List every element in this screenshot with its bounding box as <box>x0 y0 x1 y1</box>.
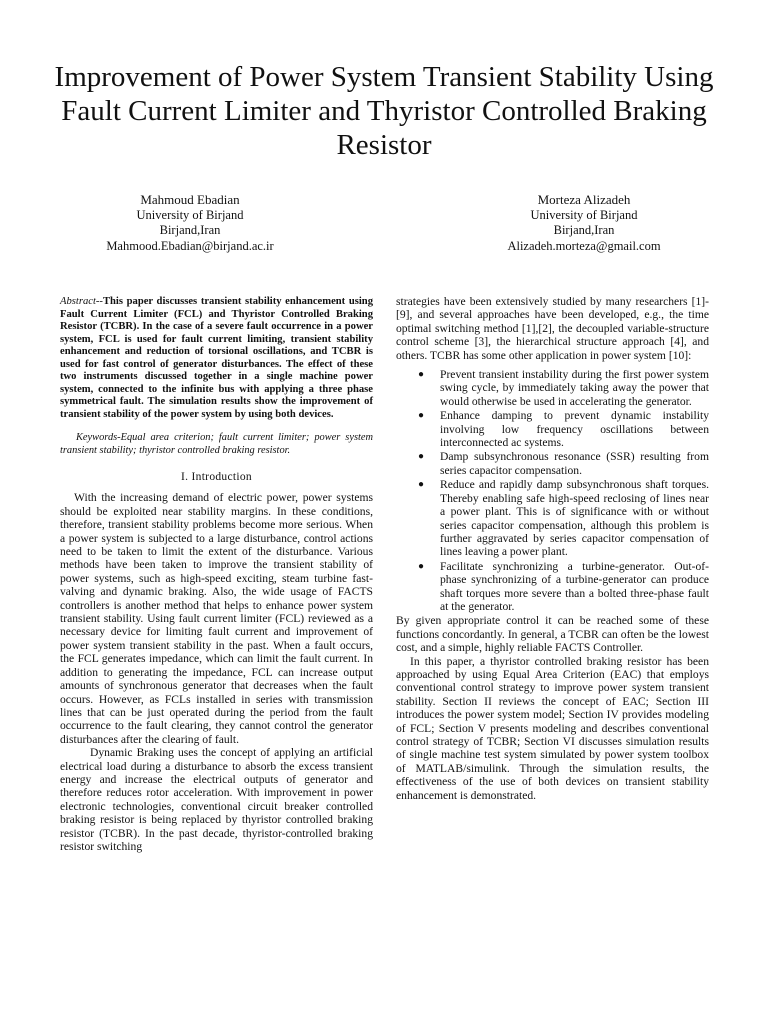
author-email: Mahmood.Ebadian@birjand.ac.ir <box>106 238 274 253</box>
author-affiliation: University of Birjand <box>136 207 244 222</box>
abstract-text: This paper discusses transient stability enhancement using Fault Current Limiter (FCL) and Thyristor Controlled Braking Resistor (TCBR). In the case of a severe fault occurrence in a power system, FCL is used for fault current limiting, transient stability enhancement and reduction of torsional oscillations, and TCBR is used for fast control of generator disturbances. The effect of these two instruments discussed together in a single machine power system, connected to the infinite bus with applying a three phase symmetrical fault. The simulation results show the improvement of transient stability of the power system by using both devices. <box>60 296 373 420</box>
list-item-text: Reduce and rapidly damp subsynchronous shaft torques. Thereby enabling safe high-speed reclosing of lines near a power plant. This is of significance with or without series capacitor compensation, although this problem is further aggravated by series capacitor compensation of lines leaving a power plant. <box>440 478 709 559</box>
author-name: Mahmoud Ebadian <box>140 192 240 207</box>
list-item <box>396 409 709 449</box>
abstract <box>60 296 373 421</box>
paragraph: Dynamic Braking uses the concept of applying an artificial electrical load during a disturbance to absorb the excess transient energy and increase the electrical outputs of generator and therefore reduces rotor acceleration. With improvement in power electronic technologies, conventional circuit breaker controlled braking resistor is being replaced by thyristor controlled braking resistor (TCBR). In the past decade, thyristor-controlled braking resistor switching <box>60 746 373 853</box>
list-item <box>396 478 709 558</box>
bullet-icon: ● <box>418 479 425 491</box>
paragraph: In this paper, a thyristor controlled braking resistor has been approached by using Equal Area Criterion (EAC) that employs conventional control strategy to improve power system transient stability. Section II reviews the concept of EAC; Section III introduces the power system model; Section IV provides modeling of FCL; Section V presents modeling and describes conventional control strategy of TCBR; Section VI discusses simulation results of single machine test system simulated by power system toolbox of MATLAB/simulink. Through the simulation results, the effectiveness of the use of both devices on transient stability enhancement is demonstrated. <box>396 654 709 802</box>
paper-title: Improvement of Power System Transient Stability Using Fault Current Limiter and Thyristor Controlled Braking Resistor <box>54 61 714 161</box>
bullet-icon: ● <box>418 451 425 463</box>
list-item-text: Damp subsynchronous resonance (SSR) resulting from series capacitor compensation. <box>440 450 709 477</box>
author-block-2 <box>434 192 734 254</box>
author-email: Alizadeh.morteza@gmail.com <box>507 238 661 253</box>
list-item <box>396 450 709 477</box>
author-name: Morteza Alizadeh <box>537 192 631 207</box>
abstract-lead: Abstract-- <box>60 296 103 307</box>
list-item-text: Enhance damping to prevent dynamic instability involving low frequency oscillations between interconnected ac systems. <box>440 409 709 450</box>
paragraph: strategies have been extensively studied by many researchers [1]-[9], and several approaches have been developed, e.g., the time optimal switching method [1],[2], the decoupled variable-structure control scheme [3], the hierarchical structure approach [4], and others. TCBR has some other application in power system [10]: <box>396 295 709 362</box>
list-item-text: Prevent transient instability during the first power system swing cycle, by immediately taking away the power that would otherwise be used in accelerating the generator. <box>440 368 709 408</box>
list-item <box>396 560 709 614</box>
bullet-list <box>396 368 709 613</box>
paragraph: With the increasing demand of electric power, power systems should be exploited near stability margins. In these conditions, therefore, transient stability problems become more serious. When a power system is subjected to a large disturbance, control actions need to be taken to limit the extent of the disturbance. Various methods have been taken to improve the transient stability of power systems, such as high-speed exciting, steam turbine fast-valving and dynamic braking. Also, the wide usage of FACTS controllers is another method that helps to enhance power system transient stability. Using fault current limiter (FCL) reviewed as a necessary device for limiting fault current and improvement of power system transient stability in the past. When a fault occurs, the FCL generates impedance, which can limit the fault current. In addition to generating the impedance, FCL can increase output amounts of synchronous generator that decreases when the fault occurs. However, as FCLs installed in series with transmission lines that can be just operated during the period from the fault occurrence to the fault clearing, they cannot control the generator disturbances after the clearing of fault. <box>60 491 373 746</box>
author-location: Birjand,Iran <box>553 223 615 237</box>
right-column <box>396 295 709 802</box>
paragraph: By given appropriate control it can be reached some of these functions concordantly. In general, a TCBR can often be the lowest cost, and a simple, highly reliable FACTS Controller. <box>396 614 709 655</box>
bullet-icon: ● <box>418 369 425 381</box>
list-item-text: Facilitate synchronizing a turbine-generator. Out-of-phase synchronizing of a turbine-generator can produce shaft torques more severe than a bolted three-phase fault at the generator. <box>440 559 709 613</box>
bullet-icon: ● <box>418 560 425 572</box>
author-location: Birjand,Iran <box>159 223 221 237</box>
author-affiliation: University of Birjand <box>530 207 638 222</box>
list-item <box>396 368 709 408</box>
keywords: Keywords-Equal area criterion; fault current limiter; power system transient stability; thyristor controlled braking resistor. <box>60 432 373 456</box>
left-column <box>60 296 373 853</box>
bullet-icon: ● <box>418 410 425 422</box>
section-heading: I. Introduction <box>181 471 252 483</box>
author-block-1 <box>40 192 340 254</box>
